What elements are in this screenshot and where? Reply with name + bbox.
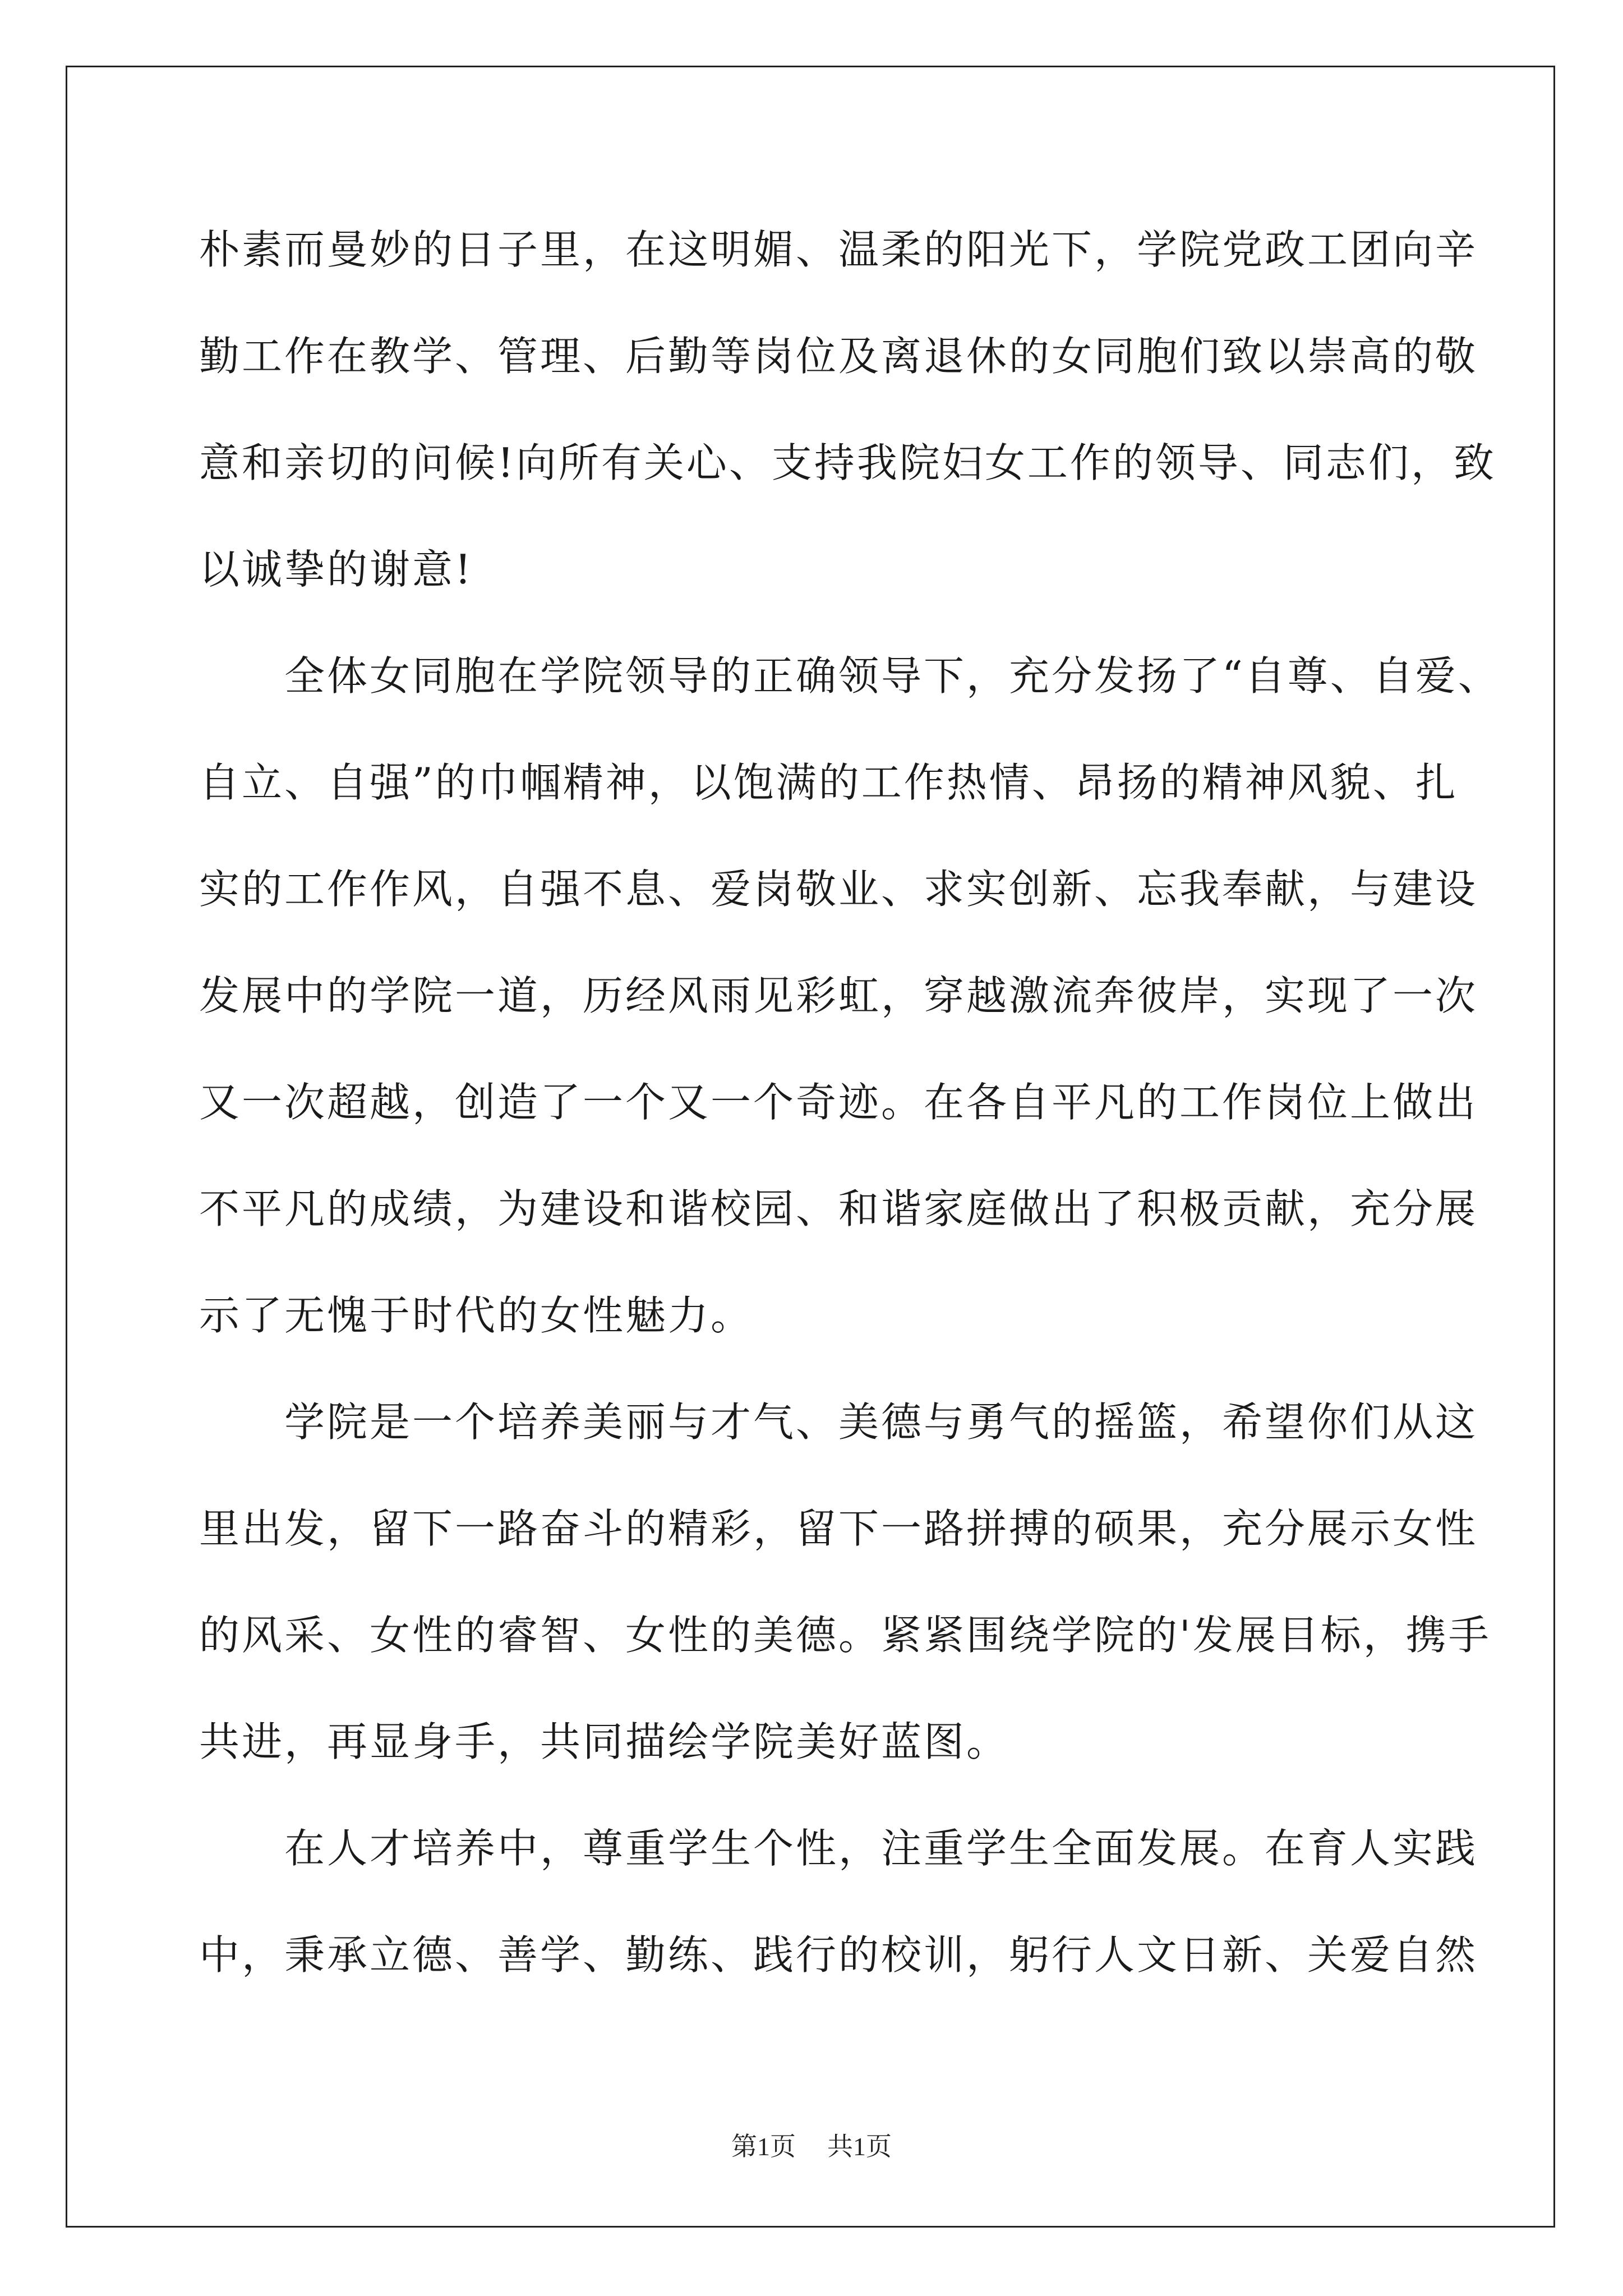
text-line: 朴素而曼妙的日子里，在这明媚、温柔的阳光下，学院党政工团向辛: [199, 226, 1478, 273]
text-line: 里出发，留下一路奋斗的精彩，留下一路拼搏的硕果，充分展示女性: [199, 1505, 1478, 1552]
text-line: 共进，再显身手，共同描绘学院美好蓝图。: [199, 1718, 1009, 1765]
text-line: 以诚挚的谢意!: [199, 546, 473, 593]
text-line: 发展中的学院一道，历经风雨见彩虹，穿越激流奔彼岸，实现了一次: [199, 972, 1478, 1019]
page-number: 第1页: [731, 2132, 796, 2161]
text-line: 示了无愧于时代的女性魅力。: [199, 1292, 754, 1339]
page-footer: [0, 2126, 1623, 2163]
text-line: 学院是一个培养美丽与才气、美德与勇气的摇篮，希望你们从这: [199, 1398, 1478, 1446]
document-body: [199, 196, 1501, 2008]
text-line: 不平凡的成绩，为建设和谐校园、和谐家庭做出了积极贡献，充分展: [199, 1185, 1478, 1232]
text-line: 勤工作在教学、管理、后勤等岗位及离退休的女同胞们致以崇高的敬: [199, 333, 1478, 380]
text-line: 又一次超越，创造了一个又一个奇迹。在各自平凡的工作岗位上做出: [199, 1079, 1478, 1126]
text-line: 实的工作作风，自强不息、爱岗敬业、求实创新、忘我奉献，与建设: [199, 866, 1478, 913]
page-total: 共1页: [827, 2132, 892, 2161]
text-line: 在人才培养中，尊重学生个性，注重学生全面发展。在育人实践: [199, 1825, 1478, 1872]
paragraph-3: [199, 1369, 1491, 1795]
paragraph-4: [199, 1795, 1478, 2008]
text-line: 全体女同胞在学院领导的正确领导下，充分发扬了“自尊、自爱、: [199, 652, 1501, 700]
text-line: 中，秉承立德、善学、勤练、践行的校训，躬行人文日新、关爱自然: [199, 1931, 1478, 1978]
text-line: 意和亲切的问候!向所有关心、支持我院妇女工作的领导、同志们，致: [199, 439, 1496, 486]
text-line: 自立、自强”的巾帼精神，以饱满的工作热情、昂扬的精神风貌、扎: [199, 759, 1458, 806]
paragraph-2: [199, 623, 1501, 1369]
text-line: 的风采、女性的睿智、女性的美德。紧紧围绕学院的'发展目标，携手: [199, 1612, 1491, 1659]
paragraph-1: [199, 196, 1496, 623]
